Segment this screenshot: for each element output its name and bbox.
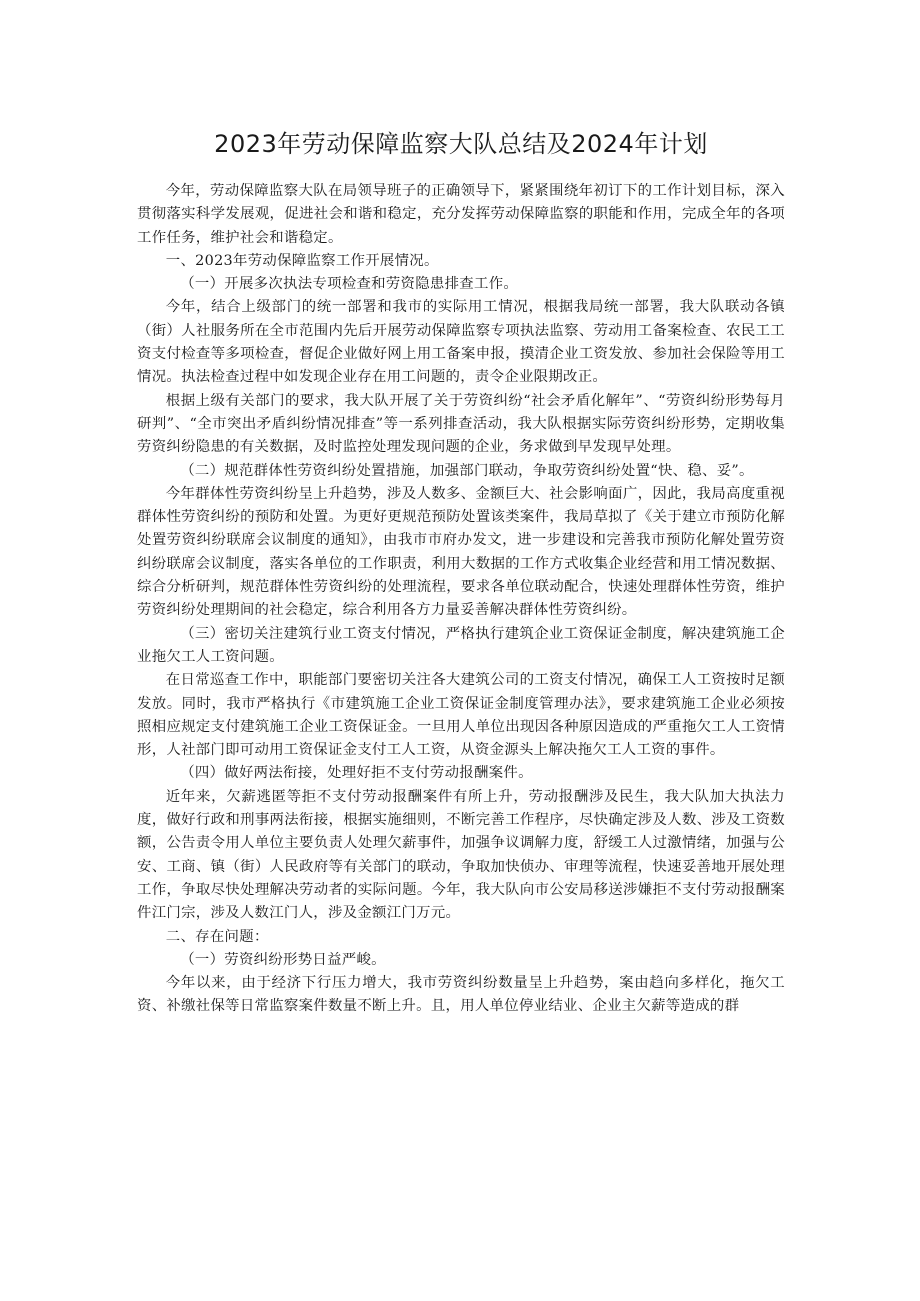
paragraph: 今年，结合上级部门的统一部署和我市的实际用工情况，根据我局统一部署，我大队联动各镇（街）人社服务所在全市范围内先后开展劳动保障监察专项执法监察、劳动用工备案检查、农民工工资支付检查等多项检查，督促企业做好网上用工备案申报，摸清企业工资发放、参加社会保险等用工情况。执法检查过程中如发现企业存在用工问题的，责令企业限期改正。 bbox=[137, 299, 785, 386]
subsection-heading: （一）开展多次执法专项检查和劳资隐患排查工作。 bbox=[180, 276, 519, 293]
subsection-heading: （一）劳资纠纷形势日益严峻。 bbox=[180, 951, 386, 968]
paragraph: 根据上级有关部门的要求，我大队开展了关于劳资纠纷“社会矛盾化解年”、“劳资纠纷形势每月研判”、“全市突出矛盾纠纷情况排查”等一系列排查活动，我大队根据实际劳资纠纷形势，定期收集劳资纠纷隐患的有关数据，及时监控处理发现问题的企业，务求做到早发现早处理。 bbox=[137, 392, 785, 456]
subsection-heading: （四）做好两法衔接，处理好拒不支付劳动报酬案件。 bbox=[180, 765, 533, 782]
section-heading: 一、2023年劳动保障监察工作开展情况。 bbox=[165, 252, 439, 269]
paragraph: 近年来，欠薪逃匿等拒不支付劳动报酬案件有所上升，劳动报酬涉及民生，我大队加大执法力度，做好行政和刑事两法衔接，根据实施细则，不断完善工作程序，尽快确定涉及人数、涉及工资数额，公告责令用人单位主要负责人处理欠薪事件，加强争议调解力度，舒缓工人过激情绪，加强与公安、工商、镇（街）人民政府等有关部门的联动，争取加快侦办、审理等流程，快速妥善地开展处理工作，争取尽快处理解决劳动者的实际问题。今年，我大队向市公安局移送涉嫌拒不支付劳动报酬案件江门宗，涉及人数江门人，涉及金额江门万元。 bbox=[137, 788, 785, 922]
paragraph: 今年，劳动保障监察大队在局领导班子的正确领导下，紧紧围绕年初订下的工作计划目标，深入贯彻落实科学发展观，促进社会和谐和稳定，充分发挥劳动保障监察的职能和作用，完成全年的各项工作任务，维护社会和谐稳定。 bbox=[137, 183, 785, 246]
subsection-heading: （二）规范群体性劳资纠纷处置措施，加强部门联动，争取劳资纠纷处置“快、稳、妥”。 bbox=[180, 462, 754, 479]
document-body bbox=[137, 180, 785, 1019]
subsection-heading: （三）密切关注建筑行业工资支付情况，严格执行建筑企业工资保证金制度，解决建筑施工企业拖欠工人工资问题。 bbox=[137, 625, 785, 665]
paragraph: 今年群体性劳资纠纷呈上升趋势，涉及人数多、金额巨大、社会影响面广，因此，我局高度重视群体性劳资纠纷的预防和处置。为更好更规范预防处置该类案件，我局草拟了《关于建立市预防化解处置劳资纠纷联席会议制度的通知》，由我市市府办发文，进一步建设和完善我市预防化解处置劳资纠纷联席会议制度，落实各单位的工作职责，利用大数据的工作方式收集企业经营和用工情况数据、综合分析研判，规范群体性劳资纠纷的处理流程，要求各单位联动配合，快速处理群体性劳资，维护劳资纠纷处理期间的社会稳定，综合利用各方力量妥善解决群体性劳资纠纷。 bbox=[137, 485, 785, 619]
document-title: 2023年劳动保障监察大队总结及2024年计划 bbox=[214, 130, 708, 158]
paragraph: 在日常巡查工作中，职能部门要密切关注各大建筑公司的工资支付情况，确保工人工资按时足额发放。同时，我市严格执行《市建筑施工企业工资保证金制度管理办法》，要求建筑施工企业必须按照相应规定支付建筑施工企业工资保证金。一旦用人单位出现因各种原因造成的严重拖欠工人工资情形，人社部门即可动用工资保证金支付工人工资，从资金源头上解决拖欠工人工资的事件。 bbox=[137, 672, 785, 759]
paragraph: 今年以来，由于经济下行压力增大，我市劳资纠纷数量呈上升趋势，案由趋向多样化，拖欠工资、补缴社保等日常监察案件数量不断上升。且，用人单位停业结业、企业主欠薪等造成的群 bbox=[137, 975, 785, 1015]
section-heading: 二、存在问题： bbox=[165, 928, 269, 945]
